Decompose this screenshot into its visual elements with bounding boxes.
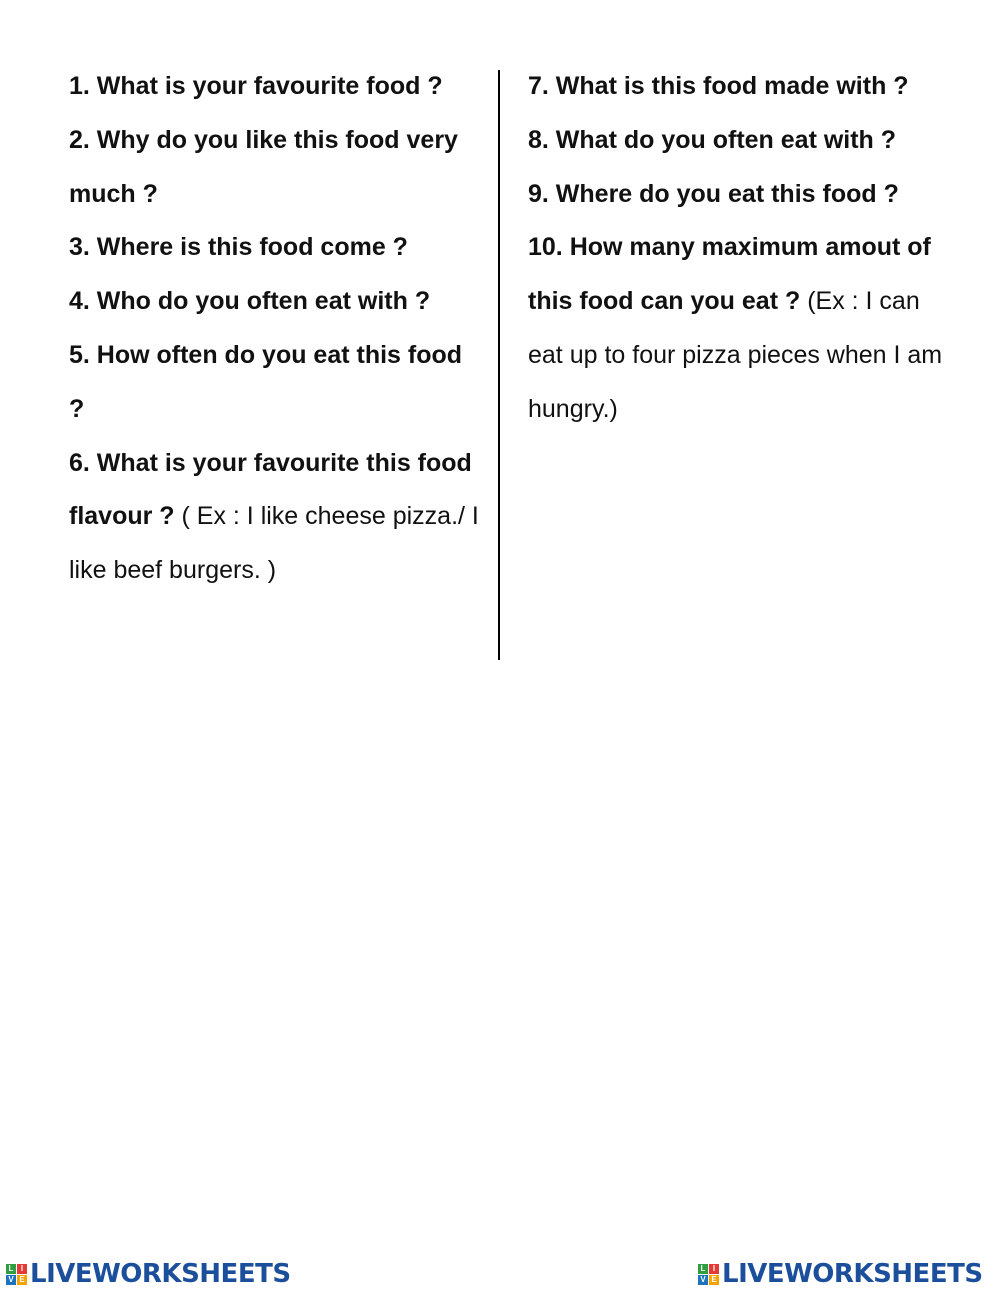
question-2 — [69, 114, 484, 222]
question-5-text: 5. How often do you eat this food ? — [69, 340, 463, 423]
brand-name: LIVEWORKSHEETS — [722, 1259, 983, 1289]
logo-mark-icon — [6, 1264, 27, 1285]
logo-letter: V — [698, 1275, 708, 1285]
question-6-text: 6. What is your favourite this food flavour ? — [69, 448, 472, 531]
logo-letter: L — [6, 1264, 16, 1274]
question-6 — [69, 437, 484, 598]
question-3 — [69, 221, 484, 275]
brand-name: LIVEWORKSHEETS — [30, 1259, 291, 1289]
question-4 — [69, 275, 484, 329]
question-4-text: 4. Who do you often eat with ? — [69, 287, 431, 316]
question-7-text: 7. What is this food made with ? — [528, 72, 909, 100]
column-divider — [498, 70, 500, 660]
question-8-text: 8. What do you often eat with ? — [528, 125, 897, 154]
question-3-text: 3. Where is this food come ? — [69, 233, 408, 262]
question-6-example: ( Ex : I like cheese pizza./ I like beef burgers. ) — [69, 502, 479, 585]
logo-letter: L — [698, 1264, 708, 1274]
right-question-column — [528, 60, 958, 437]
liveworksheets-logo-left — [6, 1257, 291, 1291]
question-9 — [528, 168, 958, 222]
left-question-column — [69, 60, 484, 598]
question-10 — [528, 221, 958, 436]
logo-letter: E — [709, 1275, 719, 1285]
logo-letter: V — [6, 1275, 16, 1285]
logo-letter: I — [709, 1264, 719, 1274]
logo-letter: E — [17, 1275, 27, 1285]
question-10-text: 10. How many maximum amout of this food can you eat ? — [528, 233, 931, 316]
liveworksheets-logo-right — [698, 1257, 983, 1291]
logo-letter: I — [17, 1264, 27, 1274]
question-1-text: 1. What is your favourite food ? — [69, 72, 443, 100]
question-7 — [528, 60, 958, 114]
question-9-text: 9. Where do you eat this food ? — [528, 179, 899, 208]
question-10-example: (Ex : I can eat up to four pizza pieces when I am hungry.) — [528, 287, 943, 423]
question-2-text: 2. Why do you like this food very much ? — [69, 125, 458, 208]
logo-mark-icon — [698, 1264, 719, 1285]
question-1 — [69, 60, 484, 114]
question-8 — [528, 114, 958, 168]
question-5 — [69, 329, 484, 437]
